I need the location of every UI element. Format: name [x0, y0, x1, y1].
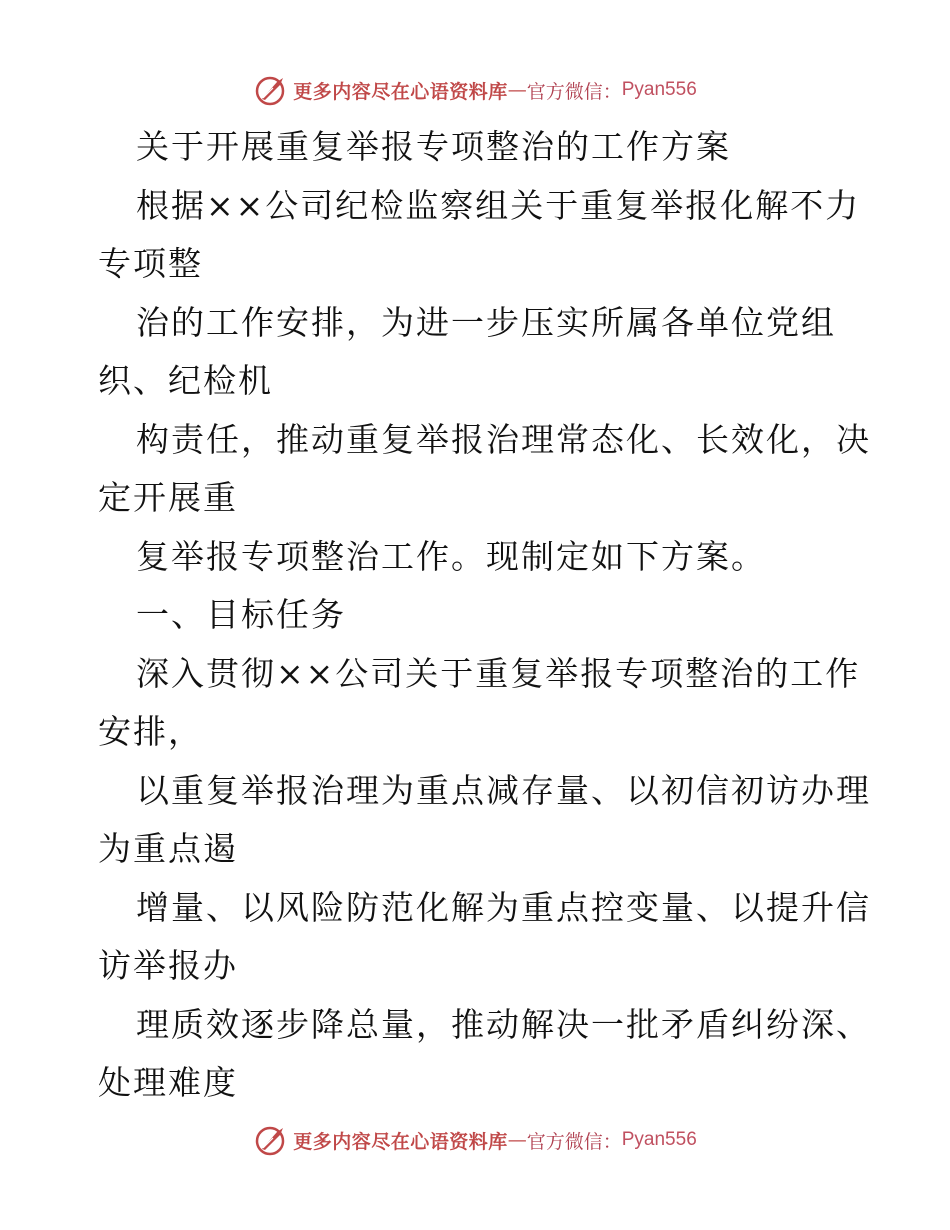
doc-line: 复举报专项整治工作。现制定如下方案。: [136, 536, 766, 576]
watermark-wechat-id: Pyan556: [621, 79, 697, 100]
doc-line: 根据××公司纪检监察组关于重复举报化解不力: [136, 185, 861, 225]
doc-line: 处理难度: [98, 1063, 238, 1102]
doc-line: 构责任，推动重复举报治理常态化、长效化，决: [136, 419, 871, 459]
doc-line: 专项整: [98, 244, 203, 283]
quill-logo-icon: [253, 1122, 289, 1158]
doc-line: 增量、以风险防范化解为重点控变量、以提升信: [136, 887, 871, 927]
doc-line: 理质效逐步降总量，推动解决一批矛盾纠纷深、: [136, 1004, 871, 1044]
doc-line: 治的工作安排，为进一步压实所属各单位党组: [136, 302, 836, 342]
watermark-wechat-label: 官方微信：: [526, 80, 622, 103]
watermark-separator: —: [507, 79, 527, 101]
quill-logo-icon: [253, 72, 289, 108]
doc-line: 为重点遏: [98, 829, 238, 868]
watermark-wechat-id: Pyan556: [621, 1129, 697, 1150]
doc-line: 深入贯彻××公司关于重复举报专项整治的工作: [136, 653, 861, 693]
doc-line: 以重复举报治理为重点减存量、以初信初访办理: [136, 770, 871, 810]
watermark-brand: 更多内容尽在心语资料库: [293, 1130, 508, 1153]
watermark-wechat-label: 官方微信：: [526, 1130, 622, 1153]
watermark-brand: 更多内容尽在心语资料库: [293, 80, 508, 103]
watermark-separator: —: [507, 1129, 527, 1151]
doc-line: 关于开展重复举报专项整治的工作方案: [136, 127, 731, 166]
doc-line: 访举报办: [98, 946, 238, 985]
doc-line: 织、纪检机: [98, 361, 273, 400]
doc-line: 定开展重: [98, 478, 238, 517]
section-heading: 一、目标任务: [136, 595, 346, 634]
header-watermark: [0, 70, 950, 110]
footer-watermark: [0, 1120, 950, 1160]
doc-line: 安排，: [98, 712, 203, 751]
document-body: [98, 118, 871, 1113]
